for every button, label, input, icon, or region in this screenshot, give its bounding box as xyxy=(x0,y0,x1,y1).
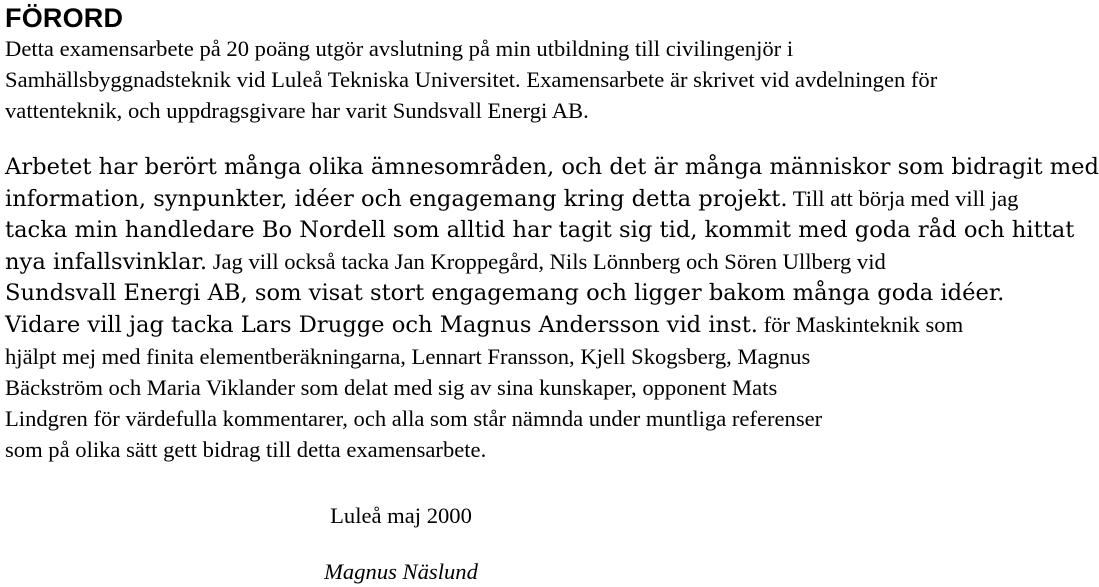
line-text: för Maskinteknik som xyxy=(757,312,964,337)
paragraph-line xyxy=(5,309,964,341)
line-text: hjälpt mej med finita elementberäkningarna, Lennart Fransson, Kjell Skogsberg, Magnus xyxy=(5,344,811,369)
author-name: Magnus Näslund xyxy=(324,559,478,584)
place-date: Luleå maj 2000 xyxy=(330,503,472,528)
line-text: Vidare vill jag tacka Lars Drugge och Magnus Andersson vid inst. xyxy=(5,312,758,338)
line-text: Lindgren för värdefulla kommentarer, och alla som står nämnda under muntliga referenser xyxy=(5,406,823,431)
paragraph-line xyxy=(5,403,957,434)
line-text: som på olika sätt gett bidrag till detta examensarbete. xyxy=(5,437,487,462)
paragraph-line xyxy=(5,372,957,403)
section-heading: FÖRORD xyxy=(5,3,124,33)
intro-paragraph: Detta examensarbete på 20 poäng utgör avslutning på min utbildning till civilingenjör i Samhällsbyggnadsteknik vid Luleå Tekniska Universitet. Examensarbete är skrivet vid avdelningen för vattenteknik, och uppdragsgivare har varit Sundsvall Energi AB. xyxy=(5,36,938,123)
line-text: nya infallsvinklar. xyxy=(5,249,208,275)
line-text: Bäckström och Maria Viklander som delat med sig av sina kunskaper, opponent Mats xyxy=(5,375,778,400)
line-text: Till att börja med vill jag xyxy=(787,186,1019,211)
line-text: Jag vill också tacka Jan Kroppegård, Nils Lönnberg och Sören Ullberg vid xyxy=(207,249,886,274)
acknowledgement-paragraph xyxy=(5,152,1099,465)
paragraph-line xyxy=(5,183,1019,215)
document-page xyxy=(5,0,1099,584)
paragraph-line xyxy=(5,341,957,372)
line-text: information, synpunkter, idéer och engagemang kring detta projekt. xyxy=(5,186,788,212)
line-text: Arbetet har berört många olika ämnesområden, och det är många människor som bidragit med xyxy=(5,154,1099,180)
paragraph-line xyxy=(5,215,1075,246)
paragraph-line xyxy=(5,434,957,465)
paragraph-line xyxy=(5,278,1005,309)
line-text: Sundsvall Energi AB, som visat stort engagemang och ligger bakom många goda idéer. xyxy=(5,280,1005,306)
paragraph-line xyxy=(5,246,957,278)
paragraph-line xyxy=(5,152,1099,183)
line-text: tacka min handledare Bo Nordell som alltid har tagit sig tid, kommit med goda råd och hittat xyxy=(5,217,1075,243)
